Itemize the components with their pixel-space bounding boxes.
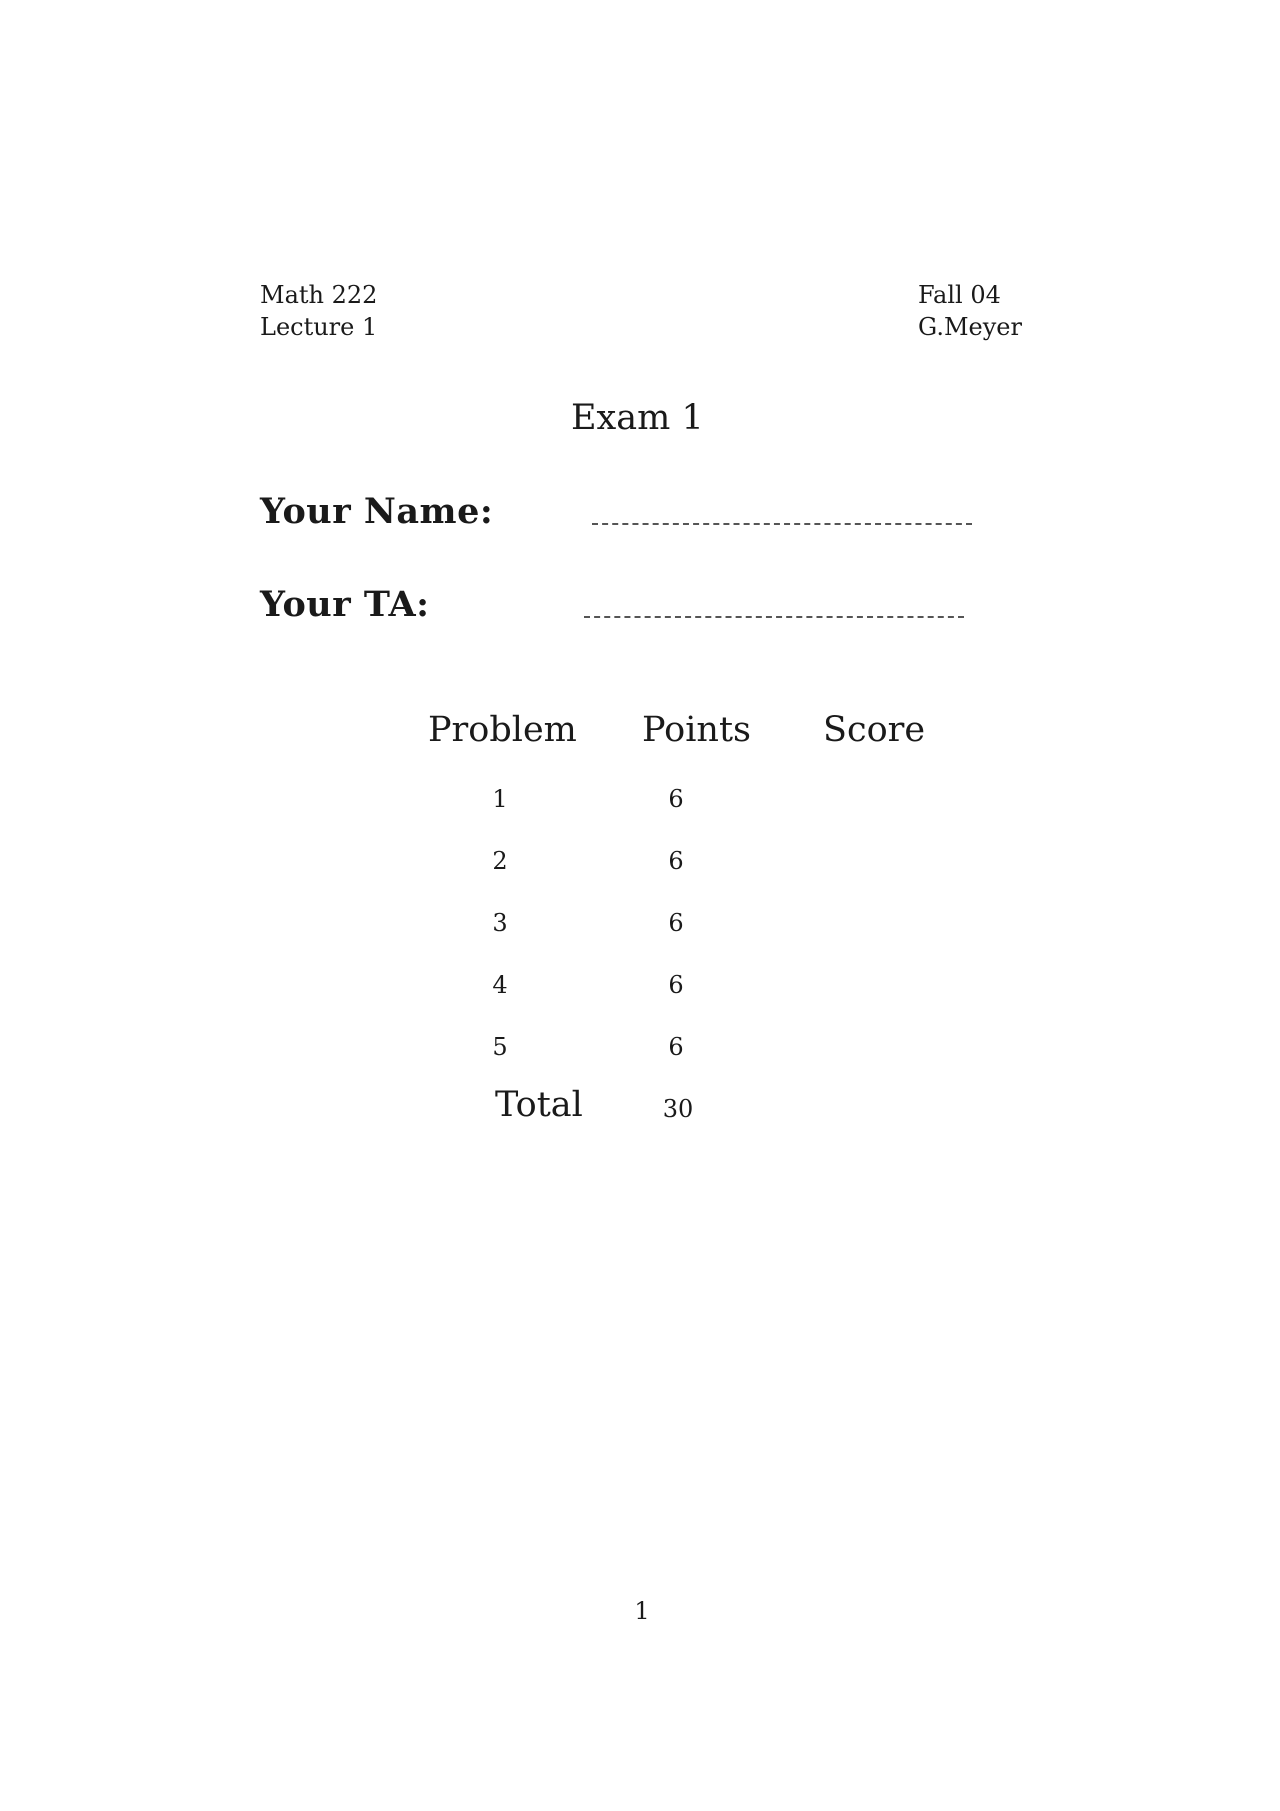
instructor: G.Meyer bbox=[918, 313, 1022, 341]
problem-number: 5 bbox=[492, 1033, 508, 1061]
course-name: Math 222 bbox=[260, 281, 378, 309]
problem-points: 6 bbox=[668, 971, 684, 999]
term: Fall 04 bbox=[918, 281, 1001, 309]
ta-blank-line[interactable] bbox=[584, 616, 964, 618]
problem-points: 6 bbox=[668, 785, 684, 813]
exam-title: Exam 1 bbox=[571, 398, 704, 438]
problem-points: 6 bbox=[668, 847, 684, 875]
problem-points: 6 bbox=[668, 909, 684, 937]
column-header-points: Points bbox=[642, 710, 751, 750]
problem-number: 2 bbox=[492, 847, 508, 875]
page-number: 1 bbox=[634, 1597, 650, 1625]
name-label: Your Name: bbox=[260, 491, 494, 532]
problem-number: 1 bbox=[492, 785, 508, 813]
ta-label: Your TA: bbox=[260, 584, 430, 625]
problem-points: 6 bbox=[668, 1033, 684, 1061]
column-header-score: Score bbox=[823, 710, 926, 750]
column-header-problem: Problem bbox=[428, 710, 577, 750]
problem-number: 3 bbox=[492, 909, 508, 937]
name-blank-line[interactable] bbox=[592, 523, 972, 525]
total-label: Total bbox=[495, 1085, 583, 1125]
problem-number: 4 bbox=[492, 971, 508, 999]
lecture-number: Lecture 1 bbox=[260, 313, 378, 341]
total-points: 30 bbox=[662, 1095, 694, 1123]
